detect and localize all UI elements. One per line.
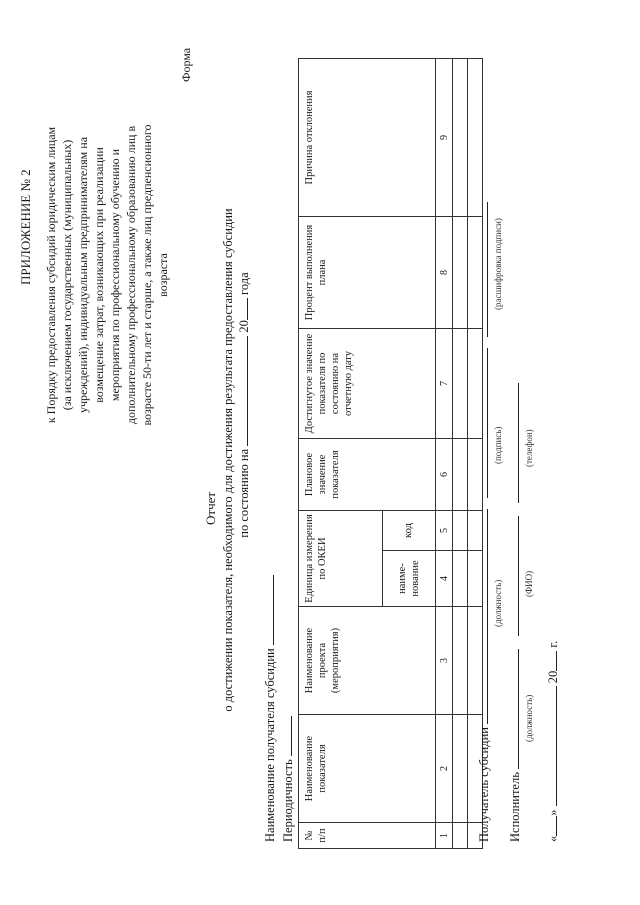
month-blank[interactable]: [545, 686, 557, 806]
year-prefix: 20: [237, 320, 251, 333]
caption-signature: (подпись): [493, 426, 503, 464]
header-unit-code: код: [382, 511, 435, 551]
table-cell[interactable]: [453, 551, 468, 607]
periodicity-blank[interactable]: [280, 716, 292, 756]
column-number: 4: [436, 551, 453, 607]
column-number: 1: [436, 823, 453, 849]
header-number: № п/п: [299, 823, 436, 849]
table-cell[interactable]: [453, 329, 468, 439]
annex-line: возмещение затрат, возникающих при реализации: [92, 147, 106, 403]
signature-date-line: [545, 641, 561, 842]
periodicity-line: [280, 716, 296, 842]
executor-position-blank[interactable]: [507, 649, 519, 769]
annex-line: учреждений), индивидуальным предпринимателям на: [76, 136, 90, 414]
column-number: 3: [436, 607, 453, 715]
date-open-quote: «: [546, 835, 560, 842]
recipient-name-line: [262, 575, 278, 842]
annex-line: возраста: [156, 253, 170, 297]
annex-line: (за исключением государственных (муниципальных): [60, 139, 74, 411]
caption-phone: (телефон): [524, 429, 534, 467]
header-deviation-reason: Причина отклонения: [299, 59, 436, 217]
column-number: 8: [436, 217, 453, 329]
date-close-quote: »: [546, 809, 560, 816]
periodicity-label: Периодичность: [281, 759, 295, 842]
recipient-name-blank[interactable]: [262, 575, 274, 645]
table-cell[interactable]: [468, 59, 483, 217]
table-cell[interactable]: [453, 715, 468, 823]
table-cell[interactable]: [453, 439, 468, 511]
header-planned-value: Плановое значение показателя: [299, 439, 436, 511]
annex-description: [43, 45, 171, 505]
report-title: Отчет: [203, 491, 218, 525]
recipient-decoding-blank[interactable]: [476, 202, 488, 337]
report-subtitle: о достижении показателя, необходимого для достижения результата предоставления субсидии: [221, 208, 235, 712]
annex-line: к Порядку предоставления субсидий юридическим лицам: [44, 126, 58, 424]
recipient-position-blank[interactable]: [476, 509, 488, 724]
column-number: 5: [436, 511, 453, 551]
header-project-name: Наименование проекта (мероприятия): [299, 607, 436, 715]
table-cell[interactable]: [453, 607, 468, 715]
table-cell[interactable]: [453, 217, 468, 329]
table-cell[interactable]: [453, 59, 468, 217]
recipient-name-label: Наименование получателя субсидии: [263, 648, 277, 842]
column-number: 9: [436, 59, 453, 217]
recipient-signature-blank[interactable]: [476, 348, 488, 498]
header-unit: Единица измерения по ОКЕИ: [299, 511, 383, 607]
date-blank[interactable]: [236, 336, 248, 446]
indicator-table: [298, 58, 483, 849]
column-number: 6: [436, 439, 453, 511]
column-number: 7: [436, 329, 453, 439]
caption-decoding: (расшифровка подписи): [493, 218, 503, 310]
signature-year-suffix: г.: [546, 640, 560, 648]
annex-line: дополнительному профессиональному образованию лиц в: [124, 125, 138, 425]
report-date-line: [236, 205, 252, 605]
table-cell[interactable]: [453, 511, 468, 551]
header-unit-name: наиме-нование: [382, 551, 435, 607]
column-number: 2: [436, 715, 453, 823]
recipient-signature-label: Получатель субсидии: [477, 727, 491, 842]
caption-executor-position: (должность): [524, 694, 534, 742]
day-blank[interactable]: [545, 816, 557, 836]
executor-signature-line: [507, 383, 534, 842]
executor-label: Исполнитель: [508, 772, 522, 842]
table-cell[interactable]: [453, 823, 468, 849]
header-indicator-name: Наименование показателя: [299, 715, 436, 823]
header-percent: Процент выполнения плана: [299, 217, 436, 329]
caption-fio: (ФИО): [524, 570, 534, 597]
form-label: Форма: [179, 47, 193, 82]
annex-line: возрасте 50-ти лет и старше, а также лиц предпенсионного: [140, 124, 154, 426]
year-blank[interactable]: [236, 298, 248, 320]
signature-year-blank[interactable]: [545, 651, 557, 671]
annex-line: мероприятия по профессиональному обучению и: [108, 148, 122, 402]
executor-phone-blank[interactable]: [507, 383, 519, 503]
header-achieved-value: Достигнутое значение показателя по состоянию на отчетную дату: [299, 329, 436, 439]
recipient-signature-line: [476, 202, 503, 842]
year-suffix: года: [237, 272, 251, 295]
as-of-label: по состоянию на: [237, 448, 251, 538]
caption-position: (должность): [493, 579, 503, 627]
annex-title: ПРИЛОЖЕНИЕ № 2: [18, 169, 33, 285]
signature-year-prefix: 20: [546, 670, 560, 684]
executor-fio-blank[interactable]: [507, 516, 519, 636]
